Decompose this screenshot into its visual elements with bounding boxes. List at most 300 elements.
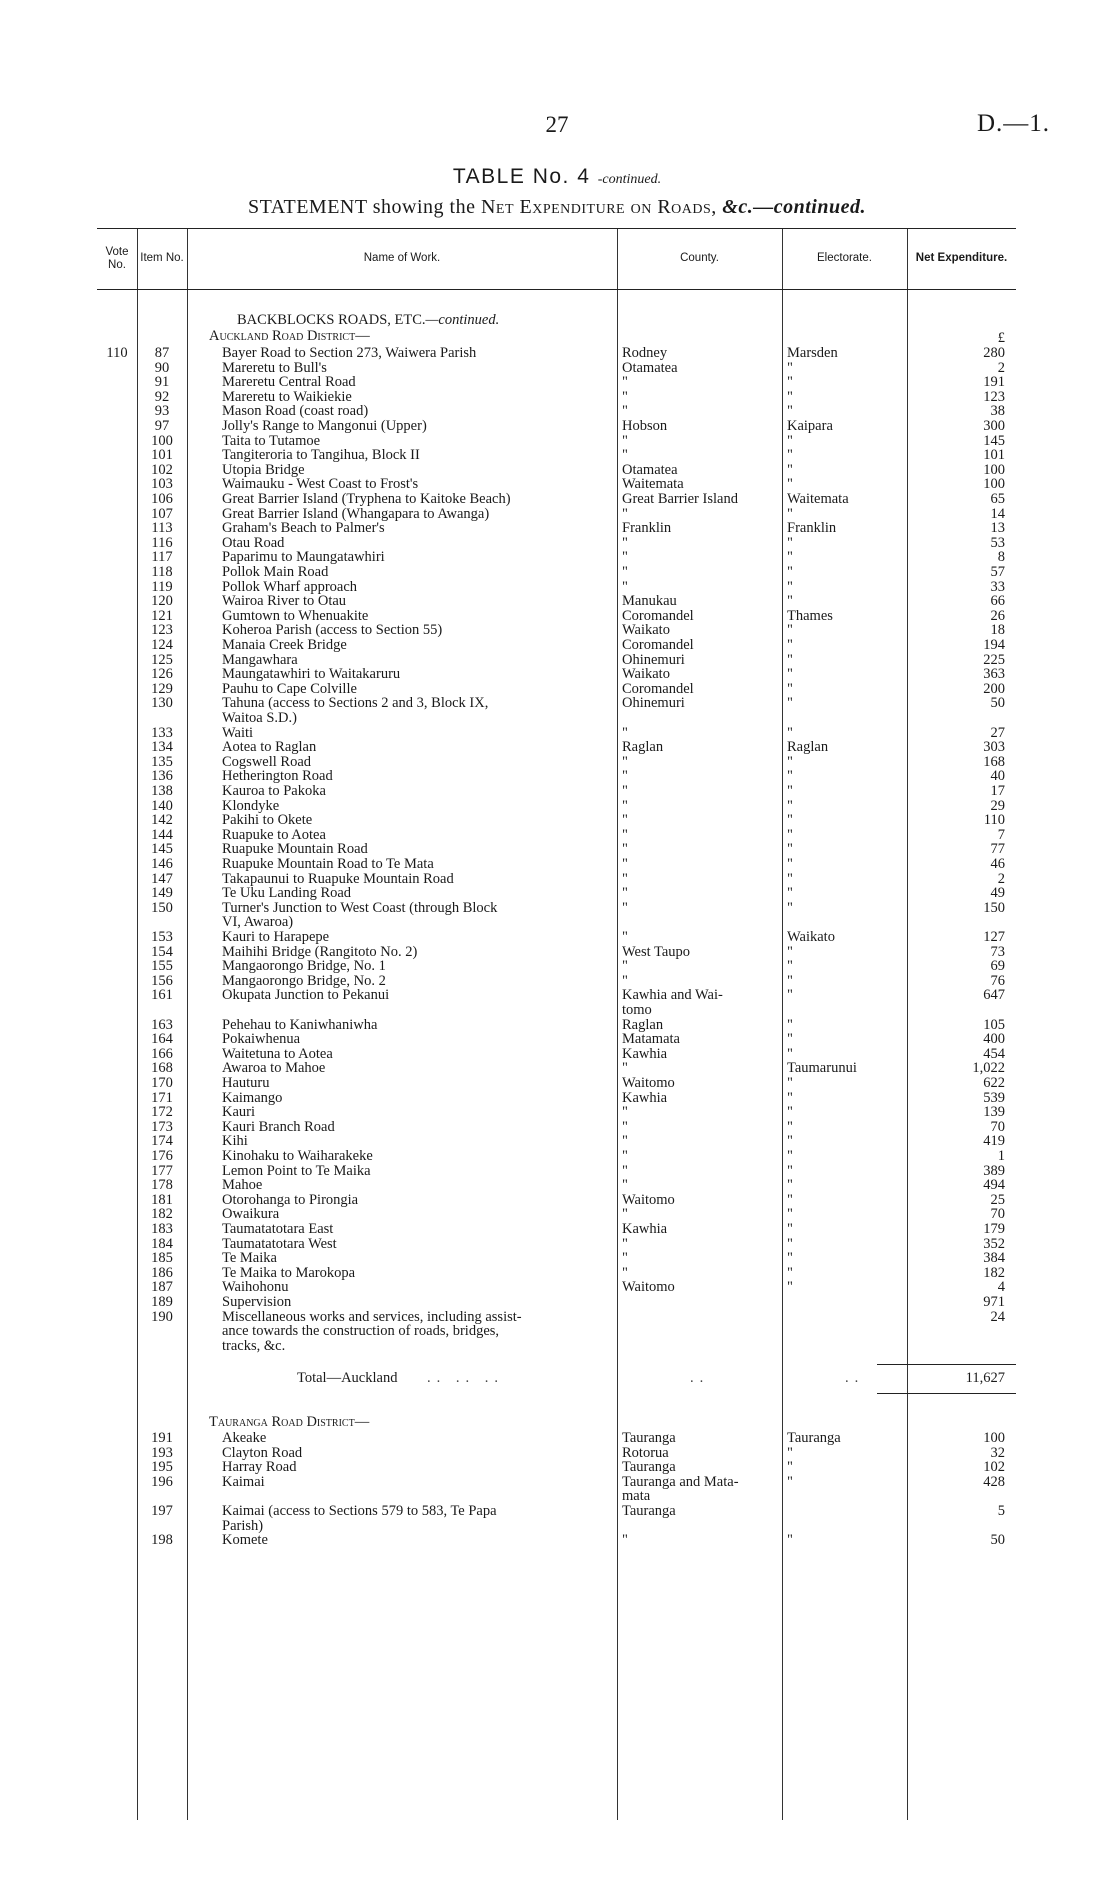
item-number: 126	[151, 666, 173, 683]
item-number: 135	[151, 753, 173, 770]
work-name: Ruapuke Mountain Road	[222, 841, 368, 858]
county-name: tomo	[622, 1002, 652, 1018]
work-name: Wairoa River to Otau	[222, 593, 347, 610]
net-expenditure: 225	[983, 651, 1005, 668]
item-number: 144	[151, 826, 173, 843]
work-name: VI, Awaroa)	[222, 914, 294, 931]
net-expenditure: 303	[983, 739, 1005, 756]
work-name: Harray Road	[222, 1459, 297, 1476]
work-name: Clayton Road	[222, 1444, 303, 1461]
work-name: Supervision	[222, 1294, 292, 1310]
county-name: "	[622, 870, 628, 887]
item-number: 183	[151, 1221, 173, 1237]
electorate-name: "	[787, 403, 793, 420]
county-name: West Taupo	[622, 943, 691, 960]
county-name: "	[622, 374, 628, 391]
work-name: Mangawhara	[222, 651, 298, 668]
table-body	[97, 290, 1016, 1820]
item-number: 178	[151, 1177, 173, 1194]
county-name: Ohinemuri	[622, 651, 685, 668]
work-name: Tangiteroria to Tangihua, Block II	[222, 447, 420, 464]
item-number: 150	[151, 899, 173, 916]
item-number: 113	[151, 520, 173, 537]
county-name: Tauranga	[622, 1459, 676, 1476]
county-name: Hobson	[622, 418, 668, 434]
county-name: "	[622, 1206, 628, 1223]
header-expenditure: Net Expenditure.	[915, 252, 1008, 265]
county-name: "	[622, 929, 628, 945]
work-name: Great Barrier Island (Tryphena to Kaitoke Beach)	[222, 491, 511, 507]
item-number: 120	[151, 593, 173, 610]
electorate-name: "	[787, 359, 793, 376]
electorate-name	[787, 1503, 907, 1520]
county-name: mata	[622, 1488, 651, 1505]
net-expenditure: 32	[990, 1444, 1005, 1461]
electorate-name: "	[787, 1104, 793, 1121]
work-name: Gumtown to Whenuakite	[222, 607, 369, 624]
section-title-suffix: —continued.	[425, 312, 500, 328]
county-name: Tauranga	[622, 1503, 676, 1519]
work-name: Kaimai (access to Sections 579 to 583, Te Papa	[222, 1503, 497, 1519]
work-name: Turner's Junction to West Coast (through Block	[222, 899, 498, 916]
table-title	[0, 165, 1114, 189]
work-name: Pokaiwhenua	[222, 1031, 301, 1048]
county-name: "	[622, 403, 628, 420]
electorate-name: "	[787, 943, 793, 960]
work-name: Taumatatotara West	[222, 1235, 337, 1252]
net-expenditure: 454	[983, 1045, 1005, 1062]
item-number: 173	[151, 1118, 173, 1135]
county-name: "	[622, 388, 628, 405]
electorate-name: "	[787, 899, 793, 916]
work-name: Koheroa Parish (access to Section 55)	[222, 622, 443, 639]
item-number: 116	[151, 534, 173, 551]
county-name: "	[622, 841, 628, 858]
work-name: Klondyke	[222, 797, 280, 814]
net-expenditure: 49	[990, 885, 1005, 902]
work-name: Hetherington Road	[222, 768, 333, 785]
net-expenditure: 50	[990, 695, 1005, 712]
work-name: Te Uku Landing Road	[222, 885, 352, 902]
net-expenditure: 7	[997, 826, 1005, 843]
item-number: 198	[151, 1532, 173, 1549]
work-name: Waiti	[222, 724, 254, 741]
net-expenditure: 27	[990, 724, 1005, 741]
work-name: Paparimu to Maungatawhiri	[222, 549, 385, 566]
item-number: 196	[151, 1473, 173, 1490]
county-name: "	[622, 1235, 628, 1252]
item-number: 106	[151, 491, 173, 507]
electorate-name: "	[787, 1459, 793, 1476]
work-name: Maungatawhiri to Waitakaruru	[222, 666, 401, 683]
expenditure-table	[97, 228, 1016, 1820]
net-expenditure: 24	[990, 1308, 1005, 1325]
net-expenditure: 100	[983, 476, 1005, 493]
electorate-name: "	[787, 1264, 793, 1281]
net-expenditure: 50	[990, 1532, 1005, 1549]
net-expenditure: 2	[997, 359, 1005, 376]
net-expenditure: 352	[983, 1235, 1005, 1252]
electorate-name: "	[787, 564, 793, 580]
electorate-name: "	[787, 783, 793, 799]
statement-smallcaps: Net Expenditure on Roads,	[480, 196, 717, 218]
county-name: "	[622, 753, 628, 770]
net-expenditure: 70	[990, 1206, 1005, 1223]
county-name: Kawhia	[622, 1089, 668, 1106]
net-expenditure: 5	[997, 1503, 1005, 1519]
item-number: 119	[151, 578, 173, 595]
item-number: 161	[151, 987, 173, 1004]
electorate-name: "	[787, 680, 793, 697]
header-divider	[187, 229, 188, 289]
total-leader-dots: ..	[690, 1370, 710, 1386]
work-name: tracks, &c.	[222, 1337, 286, 1354]
electorate-name: "	[787, 1235, 793, 1252]
net-expenditure: 38	[990, 403, 1005, 420]
item-number: 118	[151, 564, 173, 580]
item-number: 182	[151, 1206, 173, 1223]
item-number: 101	[151, 447, 173, 464]
electorate-name: Taumarunui	[787, 1060, 857, 1077]
item-number: 87	[154, 345, 170, 361]
section-title-text: BACKBLOCKS ROADS, ETC.	[237, 312, 426, 328]
work-name: Te Maika to Marokopa	[222, 1264, 356, 1281]
county-name: Rodney	[622, 345, 668, 361]
item-number: 181	[151, 1191, 173, 1208]
county-name: Great Barrier Island	[622, 491, 738, 507]
statement-suffix: &c.—continued.	[722, 196, 866, 218]
item-number: 177	[151, 1162, 173, 1179]
county-name: Waitomo	[622, 1191, 675, 1208]
column-divider	[907, 290, 908, 1820]
item-number: 170	[151, 1075, 173, 1091]
item-number: 168	[151, 1060, 173, 1077]
work-name: Otau Road	[222, 534, 285, 551]
net-expenditure: 73	[990, 943, 1005, 960]
electorate-name: "	[787, 388, 793, 405]
item-number: 125	[151, 651, 173, 668]
auckland-district-heading: Auckland Road District—	[209, 328, 370, 344]
county-name: "	[622, 564, 628, 580]
header-divider	[907, 229, 908, 289]
county-name: "	[622, 826, 628, 843]
work-name: Komete	[222, 1532, 268, 1549]
total-auckland-label: Total—Auckland	[297, 1370, 398, 1386]
item-number: 117	[151, 549, 173, 566]
header-vote: Vote No.	[105, 245, 129, 271]
item-number: 189	[151, 1294, 173, 1310]
county-name: "	[622, 972, 628, 989]
county-name: Waitemata	[622, 476, 684, 493]
county-name: Franklin	[622, 520, 672, 537]
electorate-name: "	[787, 870, 793, 887]
electorate-name: "	[787, 1206, 793, 1223]
electorate-name: "	[787, 768, 793, 785]
net-expenditure: 145	[983, 432, 1005, 449]
net-expenditure: 400	[983, 1031, 1005, 1048]
item-number: 190	[151, 1308, 173, 1325]
work-name: Utopia Bridge	[222, 461, 305, 478]
net-expenditure: 77	[990, 841, 1005, 858]
county-name: "	[622, 549, 628, 566]
work-name: Jolly's Range to Mangonui (Upper)	[222, 418, 427, 434]
electorate-name: Thames	[787, 607, 833, 624]
work-name: Lemon Point to Te Maika	[222, 1162, 371, 1179]
county-name: "	[622, 885, 628, 902]
net-expenditure: 1,022	[972, 1060, 1005, 1077]
work-name: Pollok Main Road	[222, 564, 329, 580]
electorate-name: Marsden	[787, 345, 838, 361]
vote-number: 110	[106, 345, 128, 361]
net-expenditure: 105	[983, 1016, 1005, 1033]
net-expenditure: 123	[983, 388, 1005, 405]
electorate-name: "	[787, 1118, 793, 1135]
county-name: "	[622, 768, 628, 785]
electorate-name: "	[787, 374, 793, 391]
item-number: 130	[151, 695, 173, 712]
item-number: 197	[151, 1503, 173, 1519]
work-name: Cogswell Road	[222, 753, 312, 770]
net-expenditure: 53	[990, 534, 1005, 551]
work-name: Awaroa to Mahoe	[222, 1060, 326, 1077]
item-number: 155	[151, 958, 173, 975]
item-number: 195	[151, 1459, 173, 1476]
net-expenditure: 14	[990, 505, 1005, 522]
electorate-name: "	[787, 1473, 793, 1490]
work-name: Tahuna (access to Sections 2 and 3, Block IX,	[222, 695, 489, 712]
item-number: 121	[151, 607, 173, 624]
work-name: Taumatatotara East	[222, 1221, 334, 1237]
electorate-name: "	[787, 1162, 793, 1179]
county-name: Otamatea	[622, 359, 678, 376]
electorate-name: "	[787, 593, 793, 610]
electorate-name: "	[787, 534, 793, 551]
county-name: "	[622, 1162, 628, 1179]
item-number: 187	[151, 1279, 173, 1296]
column-divider	[782, 290, 783, 1820]
electorate-name: "	[787, 1177, 793, 1194]
net-expenditure: 363	[983, 666, 1005, 683]
county-name: Coromandel	[622, 607, 694, 624]
item-number: 93	[154, 403, 170, 420]
county-name: Waitomo	[622, 1075, 675, 1091]
header-item: Item No.	[140, 252, 184, 265]
county-name: "	[622, 1133, 628, 1150]
work-name: Waitoa S.D.)	[222, 710, 297, 726]
work-name: Takapaunui to Ruapuke Mountain Road	[222, 870, 454, 887]
county-name: Tauranga and Mata-	[622, 1473, 739, 1490]
county-name: "	[622, 1104, 628, 1121]
net-expenditure: 428	[983, 1473, 1005, 1490]
item-number: 172	[151, 1104, 173, 1121]
work-name: Ruapuke Mountain Road to Te Mata	[222, 856, 434, 872]
net-expenditure: 29	[990, 797, 1005, 814]
net-expenditure: 179	[983, 1221, 1005, 1237]
county-name: Waikato	[622, 622, 670, 639]
net-expenditure: 168	[983, 753, 1005, 770]
net-expenditure: 647	[983, 987, 1005, 1004]
county-name: "	[622, 432, 628, 449]
work-name: Waitetuna to Aotea	[222, 1045, 333, 1062]
work-name: Parish)	[222, 1517, 264, 1534]
work-name: Mareretu Central Road	[222, 374, 356, 391]
net-expenditure: 100	[983, 1430, 1005, 1446]
work-name: Mahoe	[222, 1177, 263, 1194]
electorate-name: "	[787, 1250, 793, 1267]
county-name: Coromandel	[622, 637, 694, 653]
electorate-name: "	[787, 622, 793, 639]
total-leader-dots: .. .. ..	[427, 1370, 504, 1386]
county-name: "	[622, 958, 628, 975]
county-name: "	[622, 1118, 628, 1135]
net-expenditure: 1	[997, 1148, 1005, 1164]
work-name: Aotea to Raglan	[222, 739, 317, 756]
work-name: Mason Road (coast road)	[222, 403, 369, 420]
electorate-name: "	[787, 1221, 793, 1237]
electorate-name: Raglan	[787, 739, 829, 756]
item-number: 92	[154, 388, 170, 405]
county-name: "	[622, 534, 628, 551]
item-number: 102	[151, 461, 173, 478]
electorate-name: "	[787, 724, 793, 741]
work-name: Great Barrier Island (Whangapara to Awanga)	[222, 505, 490, 522]
county-name: "	[622, 1250, 628, 1267]
item-number: 163	[151, 1016, 173, 1033]
item-number: 145	[151, 841, 173, 858]
work-name: Waihohonu	[222, 1279, 289, 1296]
county-name: "	[622, 1060, 628, 1077]
item-number: 164	[151, 1031, 173, 1048]
work-name: Kauroa to Pakoka	[222, 783, 326, 799]
item-number: 138	[151, 783, 173, 799]
table-title-main: TABLE No. 4	[452, 165, 591, 188]
item-number: 171	[151, 1089, 173, 1106]
electorate-name: "	[787, 1532, 793, 1549]
table-title-suffix: -continued.	[597, 172, 662, 187]
work-name: Pauhu to Cape Colville	[222, 680, 357, 697]
section-title	[237, 312, 499, 329]
electorate-name: "	[787, 432, 793, 449]
electorate-name: "	[787, 505, 793, 522]
electorate-name: "	[787, 447, 793, 464]
net-expenditure: 200	[983, 680, 1005, 697]
net-expenditure: 622	[983, 1075, 1005, 1091]
electorate-name: "	[787, 972, 793, 989]
table-header	[97, 228, 1016, 290]
work-name: Owaikura	[222, 1206, 280, 1223]
electorate-name: "	[787, 753, 793, 770]
net-expenditure: 102	[983, 1459, 1005, 1476]
work-name: Pehehau to Kaniwhaniwha	[222, 1016, 378, 1033]
work-name: Waimauku - West Coast to Frost's	[222, 476, 419, 493]
item-number: 136	[151, 768, 173, 785]
electorate-name: "	[787, 1444, 793, 1461]
electorate-name: Waikato	[787, 929, 835, 945]
net-expenditure: 69	[990, 958, 1005, 975]
county-name: Coromandel	[622, 680, 694, 697]
column-divider	[187, 290, 188, 1820]
electorate-name: Kaipara	[787, 418, 833, 434]
electorate-name: "	[787, 797, 793, 814]
county-name: "	[622, 1264, 628, 1281]
electorate-name: "	[787, 987, 793, 1004]
item-number: 153	[151, 929, 173, 945]
item-number: 146	[151, 856, 173, 872]
item-number: 185	[151, 1250, 173, 1267]
net-expenditure: 70	[990, 1118, 1005, 1135]
net-expenditure: 182	[983, 1264, 1005, 1281]
net-expenditure: 384	[983, 1250, 1005, 1267]
work-name: Pakihi to Okete	[222, 812, 313, 829]
work-name: Ruapuke to Aotea	[222, 826, 326, 843]
county-name: Raglan	[622, 1016, 664, 1033]
net-expenditure: 33	[990, 578, 1005, 595]
item-number: 107	[151, 505, 173, 522]
county-name: Waikato	[622, 666, 670, 683]
electorate-name: "	[787, 666, 793, 683]
work-name: Mareretu to Waikiekie	[222, 388, 352, 405]
net-expenditure: 17	[990, 783, 1005, 799]
net-expenditure: 127	[983, 929, 1005, 945]
work-name: Otorohanga to Pirongia	[222, 1191, 359, 1208]
county-name: "	[622, 1177, 628, 1194]
work-name: Bayer Road to Section 273, Waiwera Parish	[222, 345, 477, 361]
item-number: 156	[151, 972, 173, 989]
item-number: 193	[151, 1444, 173, 1461]
electorate-name: "	[787, 958, 793, 975]
total-auckland-value: 11,627	[965, 1370, 1005, 1386]
tauranga-district-heading: Tauranga Road District—	[209, 1414, 370, 1430]
county-name: Matamata	[622, 1031, 680, 1048]
county-name: "	[622, 812, 628, 829]
county-name: "	[622, 856, 628, 872]
net-expenditure: 8	[997, 549, 1005, 566]
electorate-name: "	[787, 1133, 793, 1150]
work-name: Hauturu	[222, 1075, 270, 1091]
county-name: Waitomo	[622, 1279, 675, 1296]
electorate-name: "	[787, 1016, 793, 1033]
electorate-name: "	[787, 651, 793, 668]
county-name: "	[622, 447, 628, 464]
work-name: Mangaorongo Bridge, No. 1	[222, 958, 386, 975]
item-number: 154	[151, 943, 173, 960]
item-number: 149	[151, 885, 173, 902]
electorate-name: "	[787, 826, 793, 843]
item-number: 103	[151, 476, 173, 493]
net-expenditure: 110	[983, 812, 1005, 829]
work-name: Pollok Wharf approach	[222, 578, 358, 595]
work-name: Miscellaneous works and services, including assist-	[222, 1308, 522, 1325]
item-number: 124	[151, 637, 173, 653]
county-name: Tauranga	[622, 1430, 676, 1446]
electorate-name: Franklin	[787, 520, 837, 537]
work-name: Taita to Tutamoe	[222, 432, 321, 449]
electorate-name: "	[787, 695, 793, 712]
header-divider	[617, 229, 618, 289]
item-number: 129	[151, 680, 173, 697]
net-expenditure: 150	[983, 899, 1005, 916]
electorate-name: "	[787, 1279, 793, 1296]
net-expenditure: 971	[983, 1294, 1005, 1310]
county-name: Manukau	[622, 593, 677, 610]
net-expenditure: 25	[990, 1191, 1005, 1208]
electorate-name: "	[787, 841, 793, 858]
electorate-name: "	[787, 856, 793, 872]
net-expenditure: 101	[983, 447, 1005, 464]
county-name: "	[622, 1532, 628, 1549]
work-name: Okupata Junction to Pekanui	[222, 987, 390, 1004]
item-number: 186	[151, 1264, 173, 1281]
